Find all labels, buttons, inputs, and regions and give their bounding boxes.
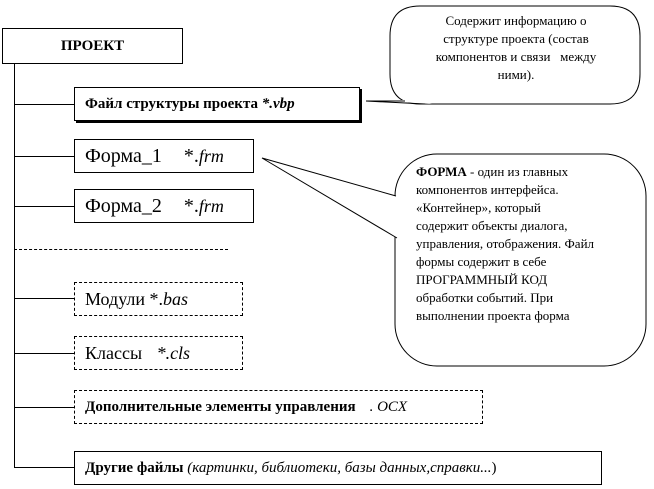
node-form2-ext-star: *.	[183, 194, 199, 217]
callout-structure-line: компонентов и связи между	[435, 49, 597, 64]
callout-structure-line: Содержит информацию о	[445, 13, 587, 28]
node-classes-ext: *.cls	[156, 342, 191, 363]
callout-form-line: содержит объекты диалога,	[416, 218, 568, 233]
node-vbp-ext: *.vbp	[261, 95, 295, 112]
callout-form-line: управления, отображения. Файл	[416, 236, 595, 251]
node-form1-ext: frm	[198, 145, 224, 166]
node-form1-ext-star: *.	[183, 144, 199, 167]
node-vbp-label: Файл структуры проекта	[85, 95, 262, 112]
callout-structure-line: ними).	[497, 67, 535, 82]
root-node-label: ПРОЕКТ	[60, 37, 125, 54]
callout-form-text	[416, 163, 642, 325]
callout-form-line: - один из главных	[466, 164, 569, 179]
callout-form-title: ФОРМА	[416, 164, 467, 179]
node-form2-ext: frm	[198, 195, 224, 216]
callout-form-line: выполнении проекта форма	[416, 308, 570, 323]
callout-form-line: обработки событий. При	[416, 290, 554, 305]
callout-form-line: формы содержит в себе	[416, 254, 547, 269]
node-modules-label: Модули *.	[85, 288, 164, 309]
node-form2-name: Форма_2	[85, 194, 162, 217]
callout-form-line: компонентов интерфейса.	[416, 182, 559, 197]
node-controls-ext: . OCX	[369, 398, 408, 415]
node-classes-label: Классы	[85, 342, 147, 363]
node-other-label: Другие файлы	[85, 459, 188, 476]
callout-structure-line: структуре проекта (состав	[443, 31, 589, 46]
node-modules-ext: bas	[163, 288, 189, 309]
callout-form-line: ПРОГРАММНЫЙ КОД	[416, 272, 548, 287]
callout-structure-text	[400, 12, 632, 84]
node-other-paren: (картинки, библиотеки, базы данных,справки...	[187, 459, 492, 476]
node-controls-label: Дополнительные элементы управления	[85, 398, 356, 415]
node-form1-name: Форма_1	[85, 144, 162, 167]
node-other-close: )	[491, 459, 497, 476]
callout-form-line: «Контейнер», который	[416, 200, 541, 215]
